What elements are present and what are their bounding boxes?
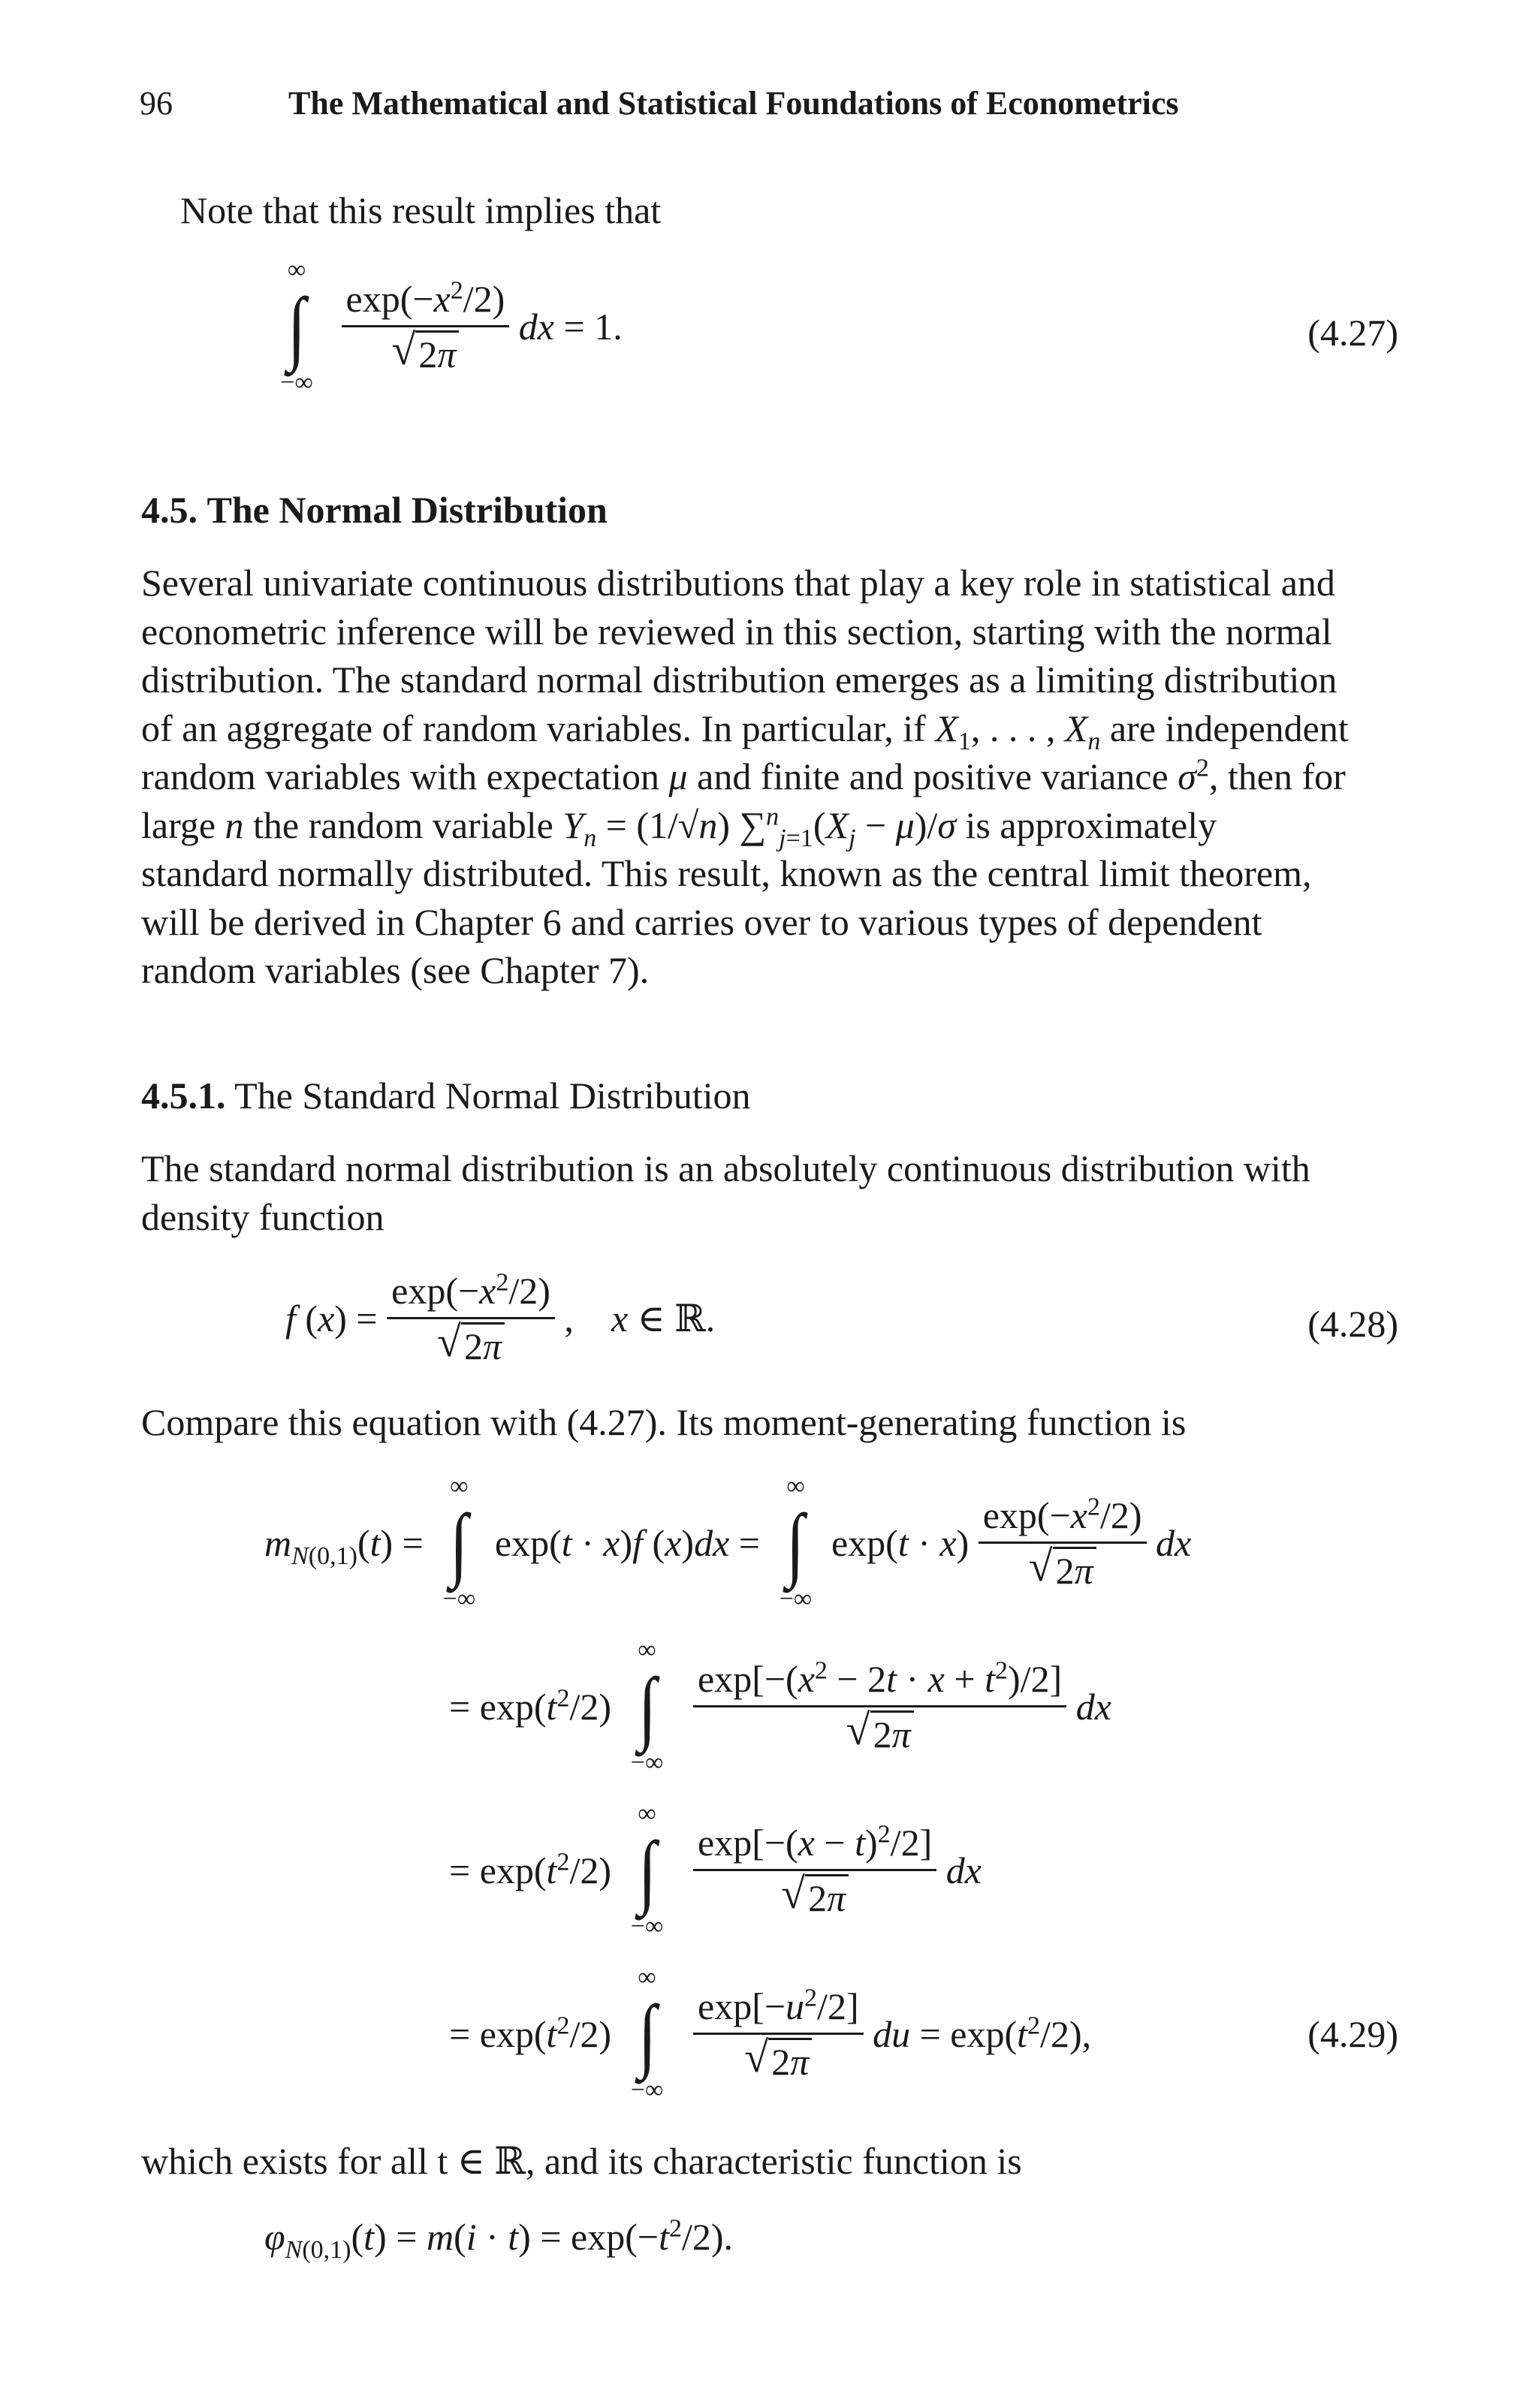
- equation-number-4-29: (4.29): [1307, 2013, 1398, 2055]
- mgf-line-2: = $\exp(t^2/2)$ ∞ ∫ −∞ $\exp[-(x^2 - 2t \cdot x + t^2)/2]$ √ 2π dx: [449, 1636, 1111, 1777]
- paragraph-line-math-3: large n the random variable $Y_n = (1/√n) \sum^n_{j=1}(X_j - \mu)/\sigma$ is approximately: [141, 802, 1217, 852]
- paragraph-line: density function: [141, 1195, 384, 1238]
- subsection-paragraph: [141, 1144, 1398, 1241]
- page-number: 96: [140, 85, 173, 122]
- paragraph-line: distribution. The standard normal distribution emerges as a limiting distribution: [141, 659, 1337, 701]
- equation-4-27: ∞ ∫ −∞ $\exp(-x^2/2)$ √ 2π dx = 1.: [280, 256, 623, 396]
- intro-text: Note that this result implies that: [180, 189, 662, 231]
- subsection-heading-4-5-1: [141, 1074, 751, 1117]
- subsection-number: 4.5.1.: [141, 1074, 226, 1117]
- paragraph-line: Several univariate continuous distributions that play a key role in statistical and: [141, 562, 1335, 604]
- exists-text: which exists for all t ∈ ℝ, and its characteristic function is: [141, 2140, 1022, 2182]
- characteristic-function: $\varphi_{N(0,1)}(t) = m(i \cdot t) = \exp(-t^2/2)$.: [264, 2214, 734, 2264]
- section-heading-4-5: [141, 488, 608, 532]
- subsection-title: The Standard Normal Distribution: [234, 1074, 751, 1117]
- paragraph-line: will be derived in Chapter 6 and carries over to various types of dependent: [141, 900, 1262, 943]
- mgf-line-3: = $\exp(t^2/2)$ ∞ ∫ −∞ $\exp[-(x - t)^2/2]$ √ 2π dx: [449, 1800, 982, 1940]
- equation-4-28: f (x) = $\exp(-x^2/2)$ √ 2π , x ∈ ℝ.: [285, 1268, 716, 1367]
- compare-text: Compare this equation with (4.27). Its moment-generating function is: [141, 1401, 1187, 1443]
- section-number: 4.5.: [141, 489, 198, 531]
- mgf-line-4: = $\exp(t^2/2)$ ∞ ∫ −∞ $\exp[-u^2/2]$ √ 2π du = $\exp(t^2/2)$,: [449, 1963, 1092, 2104]
- paragraph-line: The standard normal distribution is an absolutely continuous distribution with: [141, 1147, 1310, 1189]
- mgf-line-1: $m_{N(0,1)}(t)$ = ∞ ∫ −∞ exp(t · x)f (x)dx = ∞ ∫ −∞ exp(t · x) $\exp(-x^2/2)$ √ 2π dx: [264, 1472, 1192, 1613]
- paragraph-line: standard normally distributed. This result, known as the central limit theorem,: [141, 852, 1312, 894]
- equation-number-4-27: (4.27): [1307, 312, 1398, 354]
- paragraph-line: econometric inference will be reviewed in this section, starting with the normal: [141, 610, 1332, 652]
- running-title: The Mathematical and Statistical Foundations of Econometrics: [288, 85, 1179, 122]
- paragraph-line: random variables (see Chapter 7).: [141, 949, 650, 991]
- section-4-5-paragraph: [141, 559, 1398, 995]
- section-title: The Normal Distribution: [207, 489, 608, 531]
- paragraph-line-math-2: random variables with expectation μ and finite and positive variance $\sigma^2$, then for: [141, 754, 1346, 797]
- paragraph-line-math-1: of an aggregate of random variables. In particular, if $X_1$, . . . , $X_n$ are independent: [141, 707, 1349, 755]
- equation-number-4-28: (4.28): [1307, 1303, 1398, 1345]
